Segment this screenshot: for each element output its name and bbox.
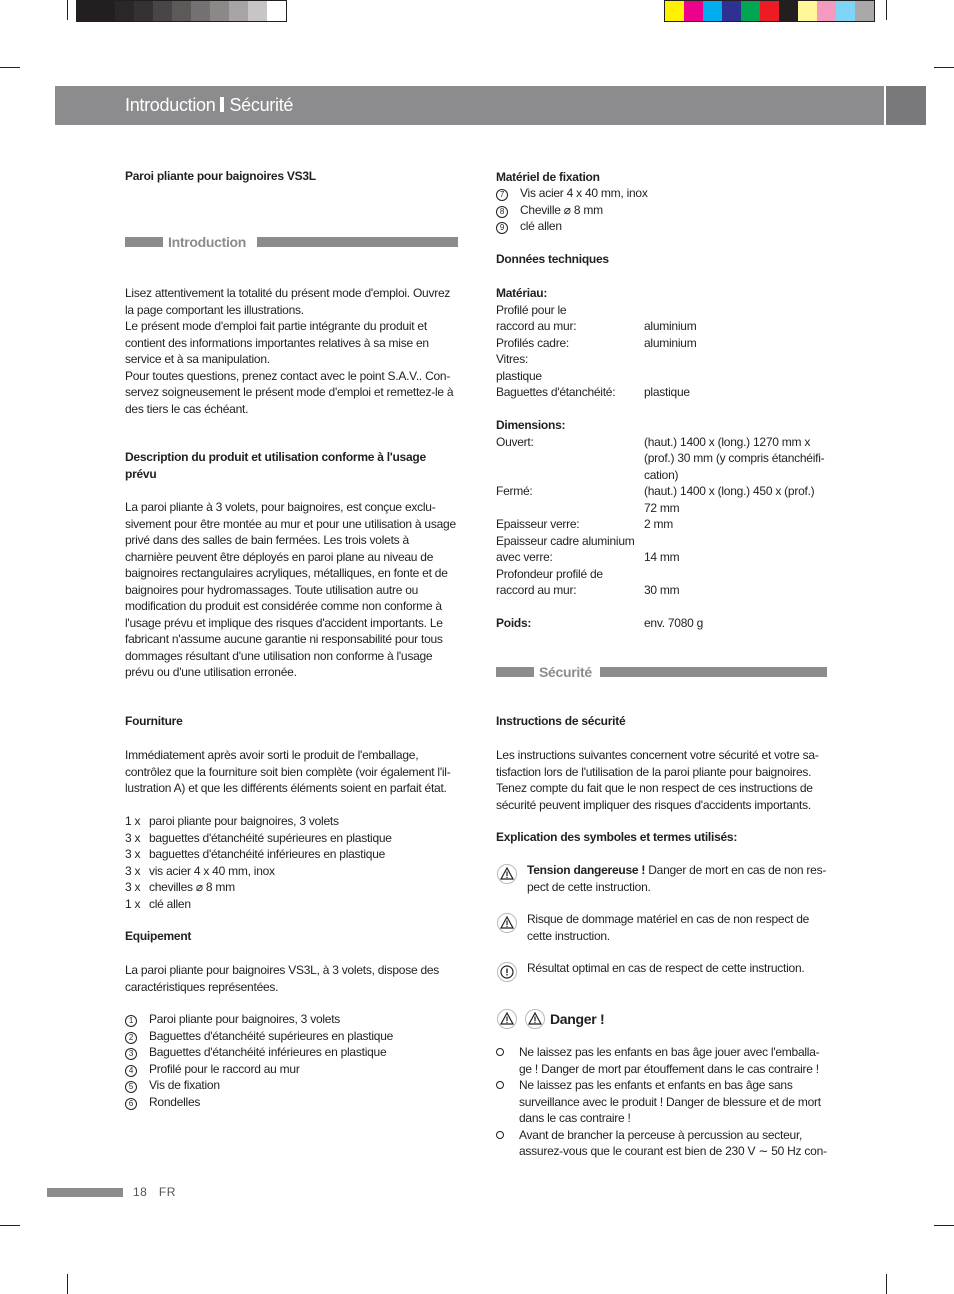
color-swatch bbox=[855, 1, 874, 21]
page-footer bbox=[133, 1185, 176, 1199]
crop-mark bbox=[0, 1225, 20, 1226]
tech-value: 30 mm bbox=[644, 583, 680, 597]
list-item bbox=[125, 879, 458, 896]
equipement-list bbox=[125, 1011, 458, 1110]
tech-row bbox=[496, 582, 829, 599]
color-calibration-bar bbox=[664, 0, 875, 22]
fixation-heading: Matériel de fixation bbox=[496, 170, 600, 184]
materiau-label: Matériau: bbox=[496, 286, 548, 300]
tech-row bbox=[496, 368, 829, 385]
description-text: La paroi pliante à 3 volets, pour baignoires, est conçue exclu-sivement pour être montée au mur et pour une utilisation à usage privé dans des salles de bain fermées. Les trois volets à charnière peuvent être déployés en paroi plane au niveau de baignoires rectangulaires acryliques, métalliques, en fonte et de baignoires pour hydromassages. Toute utilisation autre ou modification du produit est considérée comme non conforme à l'usage prévu et implique des risques d'accident importants. Le fabricant n'assume aucune garantie ni responsabilité pour tous dommages résultant d'une utilisation non conforme à l'usage prévu ou d'une utilisation erronée. bbox=[125, 500, 456, 679]
crop-mark bbox=[67, 0, 68, 20]
tech-row bbox=[496, 335, 829, 352]
item-text: Ne laissez pas les enfants et enfants en bas âge sans surveillance avec le produit ! Danger de blessure et de mort dans le cas contraire ! bbox=[519, 1078, 821, 1125]
color-swatch bbox=[665, 1, 684, 21]
symbols-heading: Explication des symboles et termes utilisés: bbox=[496, 830, 738, 844]
item-qty: 3 x bbox=[125, 863, 141, 878]
crop-mark bbox=[0, 67, 20, 68]
color-swatch bbox=[741, 1, 760, 21]
tech-row bbox=[496, 533, 829, 550]
tech-key: plastique bbox=[496, 368, 542, 383]
fourniture-text: Immédiatement après avoir sorti le produit de l'emballage, contrôlez que la fourniture soit bien complète (voir également l'il-lustration A) et que les différents éléments soient en parfait état. bbox=[125, 748, 451, 795]
gray-swatch bbox=[153, 1, 172, 21]
tech-value bbox=[644, 566, 829, 583]
warning-triangle-icon bbox=[524, 1009, 546, 1029]
number-circle: 4 bbox=[125, 1065, 137, 1077]
tech-row bbox=[496, 549, 829, 566]
item-text: paroi pliante pour baignoires, 3 volets bbox=[149, 814, 339, 828]
color-swatch bbox=[817, 1, 836, 21]
divider-bar bbox=[257, 237, 458, 247]
fourniture-list bbox=[125, 813, 458, 912]
color-swatch bbox=[836, 1, 855, 21]
list-item bbox=[125, 830, 458, 847]
list-item bbox=[496, 1044, 829, 1077]
tech-key: Profilé pour le bbox=[496, 302, 567, 317]
item-text: Rondelles bbox=[149, 1094, 201, 1109]
tech-key: Profilés cadre: bbox=[496, 335, 569, 350]
number-circle: 8 bbox=[496, 206, 508, 218]
gray-swatch bbox=[115, 1, 134, 21]
color-swatch bbox=[703, 1, 722, 21]
page-number: 18 bbox=[133, 1185, 148, 1199]
crop-mark bbox=[886, 1274, 887, 1294]
item-qty: 1 x bbox=[125, 814, 141, 828]
poids-label: Poids: bbox=[496, 616, 532, 630]
number-circle: 3 bbox=[125, 1048, 137, 1060]
instructions-text: Les instructions suivantes concernent votre sécurité et votre sa-tisfaction lors de l'utilisation de la paroi pliante pour baignoires. Tenez compte du fait que le non respect de ces instructions de sécurité peuvent impliquer des risques d'accidents importants. bbox=[496, 748, 819, 812]
tech-value: 14 mm bbox=[644, 550, 680, 564]
tech-key: avec verre: bbox=[496, 550, 553, 564]
section-divider-introduction bbox=[125, 234, 458, 250]
symbol-dommage-text: Risque de dommage matériel en cas de non respect de cette instruction. bbox=[527, 912, 810, 943]
tech-value: aluminium bbox=[644, 319, 697, 333]
list-item bbox=[125, 1077, 458, 1094]
tech-key: Epaisseur cadre aluminium bbox=[496, 533, 635, 548]
divider-bar bbox=[125, 237, 163, 247]
warning-triangle-icon bbox=[496, 864, 518, 884]
color-swatch bbox=[722, 1, 741, 21]
list-item bbox=[125, 813, 458, 830]
tech-row bbox=[496, 516, 829, 533]
number-circle: 5 bbox=[125, 1081, 137, 1093]
item-text: chevilles ⌀ 8 mm bbox=[149, 880, 235, 894]
symbol-row-resultat bbox=[496, 960, 829, 987]
item-qty: 3 x bbox=[125, 830, 141, 845]
list-item bbox=[125, 846, 458, 863]
fourniture-heading: Fourniture bbox=[125, 714, 183, 728]
item-text: clé allen bbox=[149, 896, 191, 911]
product-title: Paroi pliante pour baignoires VS3L bbox=[125, 169, 316, 183]
item-qty: 3 x bbox=[125, 880, 141, 894]
grayscale-calibration-bar bbox=[76, 0, 287, 22]
section-label-introduction: Introduction bbox=[168, 234, 247, 250]
tech-value bbox=[644, 302, 829, 319]
number-circle: 9 bbox=[496, 222, 508, 234]
divider-bar bbox=[496, 667, 534, 677]
tech-value bbox=[644, 351, 829, 368]
poids-value: env. 7080 g bbox=[644, 616, 704, 630]
tech-table bbox=[496, 285, 829, 632]
list-item bbox=[496, 218, 829, 235]
item-text: baguettes d'étanchéité supérieures en plastique bbox=[149, 830, 392, 845]
item-text: Baguettes d'étanchéité inférieures en plastique bbox=[149, 1045, 387, 1059]
item-text: Baguettes d'étanchéité supérieures en plastique bbox=[149, 1028, 394, 1043]
divider-bar bbox=[600, 667, 827, 677]
color-swatch bbox=[684, 1, 703, 21]
tech-key: raccord au mur: bbox=[496, 319, 577, 333]
tech-row bbox=[496, 566, 829, 583]
number-circle: 7 bbox=[496, 189, 508, 201]
list-item bbox=[125, 1094, 458, 1111]
intro-text: Lisez attentivement la totalité du présent mode d'emploi. Ouvrez la page comportant les illustrations. Le présent mode d'emploi fait partie intégrante du produit et contient des informations importantes relatives à sa mise en service et à sa manipulation. Pour toutes questions, prenez contact avec le point S.A.V.. Con-servez soigneusement le présent mode d'emploi et remettez-le à des tiers le cas échéant. bbox=[125, 286, 454, 416]
crop-mark bbox=[934, 67, 954, 68]
tech-value bbox=[644, 533, 829, 550]
item-text: baguettes d'étanchéité inférieures en plastique bbox=[149, 847, 386, 861]
gray-swatch bbox=[210, 1, 229, 21]
tech-row bbox=[496, 351, 829, 368]
list-item bbox=[496, 202, 829, 219]
bullet-ring-icon bbox=[496, 1081, 504, 1089]
item-qty: 3 x bbox=[125, 847, 141, 861]
list-item bbox=[125, 1011, 458, 1028]
tech-row bbox=[496, 302, 829, 319]
footer-bar bbox=[47, 1188, 123, 1197]
tech-key: Profondeur profilé de bbox=[496, 566, 603, 581]
equipement-heading: Equipement bbox=[125, 929, 192, 943]
tech-value: plastique bbox=[644, 385, 690, 399]
symbol-row-tension bbox=[496, 862, 829, 895]
symbol-resultat-text: Résultat optimal en cas de respect de cette instruction. bbox=[527, 961, 805, 975]
tech-key: Baguettes d'étanchéité: bbox=[496, 385, 616, 399]
exclamation-circle-icon bbox=[496, 962, 518, 982]
color-swatch bbox=[798, 1, 817, 21]
gray-swatch bbox=[172, 1, 191, 21]
item-text: Cheville ⌀ 8 mm bbox=[520, 202, 603, 217]
item-text: Ne laissez pas les enfants en bas âge jouer avec l'emballa-ge ! Danger de mort par étouffement dans le cas contraire ! bbox=[519, 1045, 820, 1076]
gray-swatch bbox=[77, 1, 96, 21]
gray-swatch bbox=[191, 1, 210, 21]
tech-row bbox=[496, 384, 829, 401]
item-text: Paroi pliante pour baignoires, 3 volets bbox=[149, 1012, 341, 1026]
list-item bbox=[496, 1127, 829, 1160]
header-separator bbox=[220, 97, 224, 112]
crop-mark bbox=[67, 1274, 68, 1294]
danger-heading: Danger ! bbox=[550, 1010, 605, 1027]
section-label-securite: Sécurité bbox=[539, 664, 592, 680]
gray-swatch bbox=[229, 1, 248, 21]
list-item bbox=[125, 1044, 458, 1061]
tech-value: (haut.) 1400 x (long.) 450 x (prof.) 72 mm bbox=[644, 484, 815, 515]
list-item bbox=[496, 1077, 829, 1127]
item-text: vis acier 4 x 40 mm, inox bbox=[149, 863, 275, 878]
fixation-list bbox=[496, 185, 829, 235]
tech-key: Epaisseur verre: bbox=[496, 517, 580, 531]
tech-key: Ouvert: bbox=[496, 434, 534, 449]
tech-row bbox=[496, 434, 829, 484]
list-item bbox=[496, 185, 829, 202]
warning-triangle-icon bbox=[496, 913, 518, 933]
tech-heading: Données techniques bbox=[496, 252, 609, 266]
bullet-ring-icon bbox=[496, 1048, 504, 1056]
tech-key: Fermé: bbox=[496, 484, 533, 498]
warning-triangle-icon bbox=[496, 1009, 518, 1029]
item-text: Vis de fixation bbox=[149, 1078, 220, 1092]
page-header bbox=[55, 86, 926, 125]
color-swatch bbox=[779, 1, 798, 21]
number-circle: 1 bbox=[125, 1015, 137, 1027]
gray-swatch bbox=[267, 1, 286, 21]
danger-list bbox=[496, 1044, 829, 1160]
item-text: Profilé pour le raccord au mur bbox=[149, 1061, 300, 1076]
list-item bbox=[125, 1028, 458, 1045]
list-item bbox=[125, 1061, 458, 1078]
tech-key: Vitres: bbox=[496, 352, 529, 366]
crop-mark bbox=[886, 0, 887, 20]
tech-value: (haut.) 1400 x (long.) 1270 mm x (prof.) 30 mm (y compris étanchéifi-cation) bbox=[644, 434, 825, 482]
description-heading: Description du produit et utilisation conforme à l'usage prévu bbox=[125, 450, 426, 481]
symbol-tension-bold: Tension dangereuse ! bbox=[527, 863, 646, 877]
item-text: clé allen bbox=[520, 219, 562, 233]
gray-swatch bbox=[248, 1, 267, 21]
item-qty: 1 x bbox=[125, 896, 141, 911]
symbol-tension-text: Danger de mort en cas de non res-pect de cette instruction. bbox=[527, 863, 827, 894]
gray-swatch bbox=[134, 1, 153, 21]
instructions-heading: Instructions de sécurité bbox=[496, 714, 626, 728]
header-title-introduction: Introduction bbox=[125, 95, 216, 115]
number-circle: 2 bbox=[125, 1032, 137, 1044]
page-title bbox=[125, 95, 293, 116]
list-item bbox=[125, 863, 458, 880]
symbol-row-dommage bbox=[496, 911, 829, 944]
equipement-text: La paroi pliante pour baignoires VS3L, à 3 volets, dispose des caractéristiques représentées. bbox=[125, 963, 440, 994]
header-title-securite: Sécurité bbox=[229, 95, 294, 115]
number-circle: 6 bbox=[125, 1098, 137, 1110]
tech-value bbox=[644, 368, 829, 385]
tech-row bbox=[496, 318, 829, 335]
item-text: Vis acier 4 x 40 mm, inox bbox=[520, 186, 648, 200]
tech-value: aluminium bbox=[644, 335, 697, 350]
section-divider-securite bbox=[496, 664, 829, 680]
item-text: Avant de brancher la perceuse à percussion au secteur, assurez-vous que le courant est bien de 230 V ∼ 50 Hz con- bbox=[519, 1127, 827, 1158]
language-code: FR bbox=[158, 1185, 176, 1199]
tech-row bbox=[496, 483, 829, 516]
dimensions-label: Dimensions: bbox=[496, 418, 566, 432]
tech-key: raccord au mur: bbox=[496, 583, 577, 597]
list-item bbox=[125, 896, 458, 913]
bullet-ring-icon bbox=[496, 1131, 504, 1139]
tech-row bbox=[496, 615, 829, 632]
danger-heading-row bbox=[496, 1009, 829, 1029]
color-swatch bbox=[760, 1, 779, 21]
tech-value: 2 mm bbox=[644, 517, 673, 531]
header-tab bbox=[884, 86, 926, 125]
gray-swatch bbox=[96, 1, 115, 21]
crop-mark bbox=[934, 1225, 954, 1226]
symbols-list bbox=[496, 862, 829, 1003]
